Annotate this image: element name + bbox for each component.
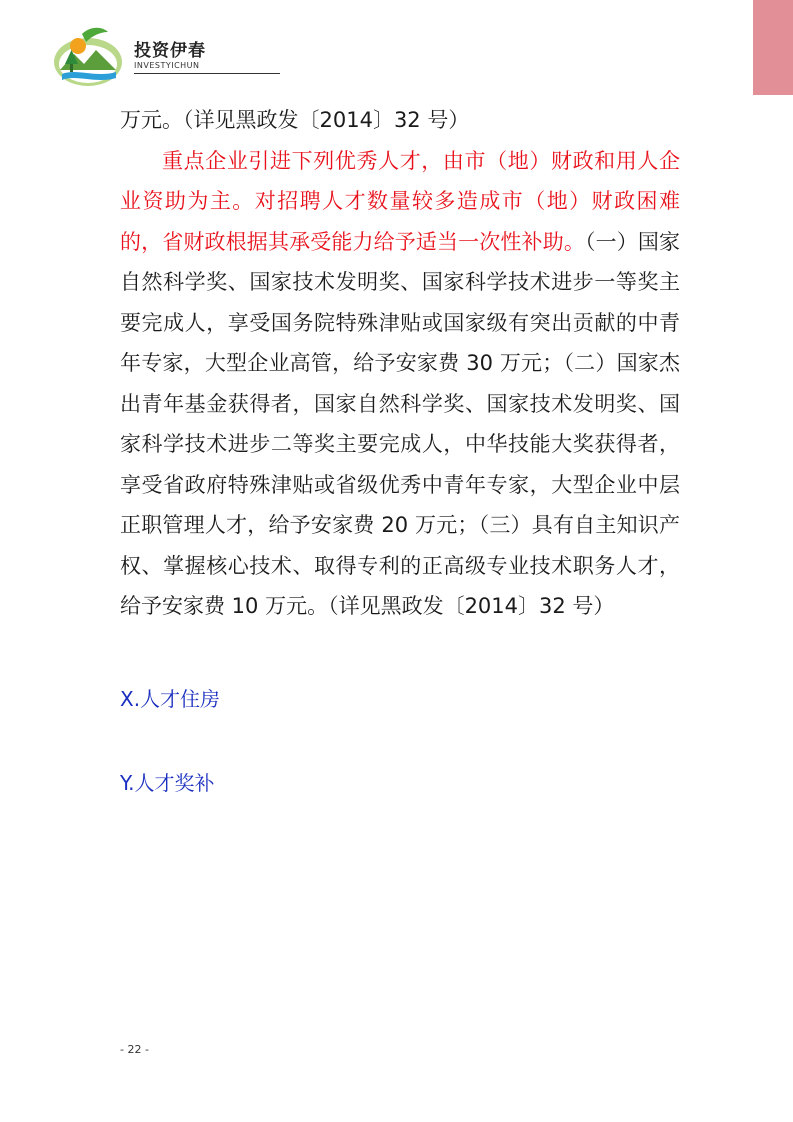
brand-name: 投资伊春 xyxy=(134,41,206,61)
corner-tab xyxy=(753,0,793,95)
logo-icon xyxy=(52,24,124,88)
logo xyxy=(52,24,124,88)
paragraph-talent-subsidy xyxy=(120,141,680,627)
highlighted-text: 重点企业引进下列优秀人才，由市（地）财政和用人企业资助为主。对招聘人才数量较多造成市（地）财政困难的，省财政根据其承受能力给予适当一次性补助。 xyxy=(120,148,680,254)
paragraph-text: （一）国家自然科学奖、国家技术发明奖、国家科学技术进步一等奖主要完成人，享受国务院特殊津贴或国家级有突出贡献的中青年专家，大型企业高管，给予安家费 30 万元；（二）国家杰出青年基金获得者，国家自然科学奖、国家技术发明奖、国家科学技术进步二等奖主要完成人，中华技能大奖获得者，享受省政府特殊津贴或省级优秀中青年专家，大型企业中层正职管理人才，给予安家费 20 万元；（三）具有自主知识产权、掌握核心技术、取得专利的正高级专业技术职务人才，给予安家费 10 万元。（详见黑政发〔2014〕32 号） xyxy=(120,229,681,618)
section-heading-awards: Y.人才奖补 xyxy=(120,771,215,795)
paragraph-continuation: 万元。（详见黑政发〔2014〕32 号） xyxy=(120,108,470,132)
page-number: - 22 - xyxy=(120,1043,149,1056)
brand-subtitle: INVESTYICHUN xyxy=(134,61,280,74)
section-heading-housing: X.人才住房 xyxy=(120,687,221,711)
main-content xyxy=(120,100,680,627)
